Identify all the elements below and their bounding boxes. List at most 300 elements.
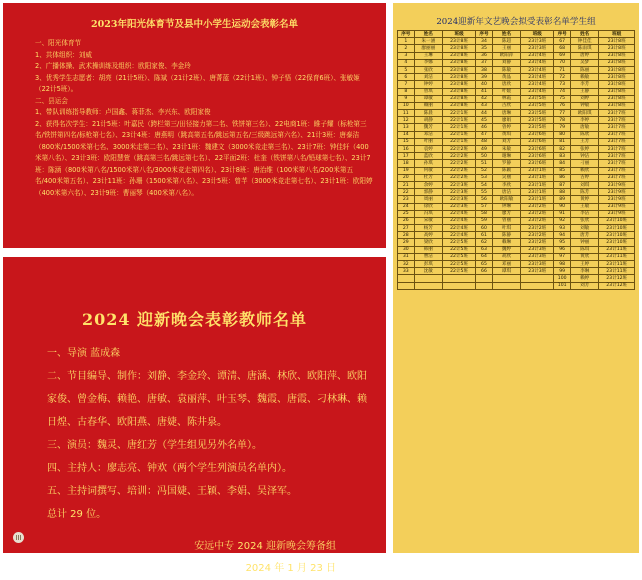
table-cell: 赖琳: [492, 239, 520, 246]
table-cell: 曹洁: [414, 253, 442, 260]
table-cell: 23计8班: [599, 74, 635, 81]
table-cell: 胡欣: [492, 253, 520, 260]
table-cell: 9: [398, 95, 415, 102]
table-cell: [443, 275, 476, 282]
table-cell: 23计5班: [521, 95, 554, 102]
table-cell: 赖丽: [414, 102, 442, 109]
table-cell: 李琳: [570, 268, 598, 275]
table-cell: 叶丽: [414, 138, 442, 145]
table-cell: 22计2班: [443, 146, 476, 153]
table-cell: 孙琪: [414, 160, 442, 167]
table-cell: [476, 282, 493, 289]
column-header: 姓名: [570, 31, 598, 38]
table-cell: 23计8班: [599, 45, 635, 52]
table-cell: [398, 275, 415, 282]
table-cell: 22: [398, 189, 415, 196]
table-cell: 22计2班: [443, 153, 476, 160]
table-cell: 陈静: [492, 232, 520, 239]
table-row: [398, 196, 635, 203]
table-cell: 陈欣: [570, 131, 598, 138]
table-cell: 12: [398, 117, 415, 124]
table-cell: [521, 275, 554, 282]
table-cell: 曾丽: [492, 217, 520, 224]
section-heading: 二、县运会: [35, 96, 68, 105]
table-cell: 23计1班: [521, 196, 554, 203]
table-cell: 杨芳: [414, 225, 442, 232]
table-cell: 李洁: [570, 210, 598, 217]
table-cell: 张欣: [414, 66, 442, 73]
table-cell: 陈颖: [492, 167, 520, 174]
table-cell: 廖丽丽: [414, 45, 442, 52]
table-cell: 28: [398, 232, 415, 239]
table-cell: 唐洁: [492, 189, 520, 196]
table-cell: 23计12班: [599, 282, 635, 289]
table-cell: 22计4班: [443, 210, 476, 217]
table-cell: 刘芳: [570, 282, 598, 289]
table-cell: 22计3班: [443, 189, 476, 196]
table-row: [398, 225, 635, 232]
table-cell: 黄婷: [570, 196, 598, 203]
table-cell: 1: [398, 38, 415, 45]
table-cell: 李欣: [492, 181, 520, 188]
column-header: 姓名: [492, 31, 520, 38]
table-cell: 陈丽: [570, 66, 598, 73]
table-cell: 赖婷: [570, 275, 598, 282]
table-cell: 85: [554, 167, 571, 174]
table-row: [398, 102, 635, 109]
table-cell: 20: [398, 174, 415, 181]
table-cell: 王芳: [570, 138, 598, 145]
table-row: [398, 52, 635, 59]
table-cell: 李婷: [570, 117, 598, 124]
watermark-icon: [13, 532, 24, 543]
table-cell: 23计7班: [599, 138, 635, 145]
signature-date: 2024 年 1 月 23 日: [245, 563, 336, 574]
table-cell: 彭琪: [414, 261, 442, 268]
table-cell: 50: [476, 153, 493, 160]
table-cell: 41: [476, 88, 493, 95]
table-row: [398, 88, 635, 95]
table-cell: 29: [398, 239, 415, 246]
table-cell: 23计2班: [521, 225, 554, 232]
table-cell: 95: [554, 239, 571, 246]
table-cell: 23计7班: [599, 117, 635, 124]
table-cell: 23计1班: [521, 167, 554, 174]
table-cell: 冯琪: [414, 210, 442, 217]
table-cell: 22计3班: [443, 196, 476, 203]
table-cell: 22计5班: [443, 246, 476, 253]
table-cell: 23计4班: [521, 66, 554, 73]
table-cell: 7: [398, 81, 415, 88]
teacher-awards-title: 2024 迎新晚会表彰教师名单: [81, 310, 308, 329]
table-cell: 4: [398, 59, 415, 66]
table-row: [398, 45, 635, 52]
table-cell: 87: [554, 181, 571, 188]
table-cell: 23计4班: [521, 88, 554, 95]
table-cell: 23计8班: [443, 81, 476, 88]
table-row: [398, 239, 635, 246]
student-list-panel: [393, 3, 639, 553]
table-cell: 82: [554, 146, 571, 153]
table-cell: 75: [554, 95, 571, 102]
table-cell: 65: [476, 261, 493, 268]
table-cell: 35: [476, 45, 493, 52]
table-cell: 陈雨琪: [570, 45, 598, 52]
table-cell: 61: [476, 232, 493, 239]
table-cell: 42: [476, 95, 493, 102]
table-cell: [521, 282, 554, 289]
table-row: [398, 66, 635, 73]
table-cell: 23计9班: [599, 189, 635, 196]
table-cell: 22计1班: [443, 110, 476, 117]
table-row: [398, 268, 635, 275]
table-row: [398, 246, 635, 253]
table-cell: 48: [476, 138, 493, 145]
table-cell: 23计8班: [443, 88, 476, 95]
table-cell: 59: [476, 217, 493, 224]
table-cell: 徐欣: [414, 203, 442, 210]
table-cell: 23计6班: [521, 138, 554, 145]
table-cell: 23计10班: [599, 225, 635, 232]
table-cell: 23计7班: [599, 124, 635, 131]
table-cell: 33: [398, 268, 415, 275]
table-cell: 谭敏: [414, 95, 442, 102]
table-cell: 曾琪: [414, 88, 442, 95]
table-cell: 92: [554, 217, 571, 224]
table-cell: 胡静: [414, 117, 442, 124]
table-cell: 23计7班: [599, 160, 635, 167]
table-cell: 24: [398, 203, 415, 210]
table-cell: [414, 275, 442, 282]
table-cell: 23计8班: [443, 59, 476, 66]
table-row: [398, 181, 635, 188]
table-cell: 刘琪: [570, 181, 598, 188]
table-cell: 49: [476, 146, 493, 153]
table-cell: 23计1班: [521, 189, 554, 196]
table-cell: 62: [476, 239, 493, 246]
table-cell: 23计9班: [599, 196, 635, 203]
column-header: 序号: [476, 31, 493, 38]
table-cell: 11: [398, 110, 415, 117]
table-cell: 81: [554, 138, 571, 145]
table-cell: 刁丽: [570, 160, 598, 167]
table-cell: 罗静: [492, 160, 520, 167]
table-cell: 欧阳萍: [492, 52, 520, 59]
total-count: 总计 29 位。: [47, 509, 107, 520]
table-cell: 2: [398, 45, 415, 52]
table-row: [398, 210, 635, 217]
table-cell: 23计3班: [521, 38, 554, 45]
table-cell: 谭琪: [492, 268, 520, 275]
table-cell: 31: [398, 253, 415, 260]
table-cell: [398, 282, 415, 289]
table-cell: 23计2班: [521, 232, 554, 239]
table-cell: 23计8班: [599, 95, 635, 102]
table-cell: 99: [554, 268, 571, 275]
table-cell: 欧阳琪: [570, 110, 598, 117]
table-cell: 唐芳: [570, 232, 598, 239]
award-line: 1、共体组织：刘威: [35, 50, 92, 59]
column-header: 姓名: [414, 31, 442, 38]
table-cell: 叶媛: [492, 88, 520, 95]
table-row: [398, 146, 635, 153]
table-cell: 45: [476, 117, 493, 124]
table-row: [398, 174, 635, 181]
table-row: [398, 117, 635, 124]
table-cell: 84: [554, 160, 571, 167]
table-row: [398, 167, 635, 174]
table-cell: 23计8班: [599, 102, 635, 109]
table-cell: 23计11班: [599, 268, 635, 275]
table-cell: 101: [554, 282, 571, 289]
table-cell: 唐欣: [492, 81, 520, 88]
table-cell: 唐琳: [492, 110, 520, 117]
table-cell: 林霞: [492, 95, 520, 102]
award-line: 二、节目编导、制作：刘静、李金玲、谭清、唐涵、林欣、欧阳萍、欧阳家俊、曾金梅、赖艳、唐敏、袁丽萍、叶玉琴、魏霞、唐霞、刁林琳、赖日煌、古春华、欧阳燕、唐婕、陈井泉。: [47, 371, 367, 428]
table-cell: 李芳: [570, 81, 598, 88]
table-cell: 23计5班: [521, 102, 554, 109]
table-cell: 23计2班: [521, 239, 554, 246]
table-cell: 5: [398, 66, 415, 73]
table-cell: 何敏: [414, 167, 442, 174]
table-cell: 钟洁: [570, 153, 598, 160]
table-cell: 李娜: [414, 59, 442, 66]
award-line: 2、广播体操、武术操训练及组织：欧阳家俊、李金玲: [35, 62, 191, 70]
table-cell: 宋敏: [414, 217, 442, 224]
table-cell: 43: [476, 102, 493, 109]
table-row: [398, 189, 635, 196]
table-cell: 88: [554, 189, 571, 196]
table-cell: 22计4班: [443, 225, 476, 232]
table-cell: 22计5班: [443, 261, 476, 268]
table-cell: 22计4班: [443, 217, 476, 224]
table-cell: 23计12班: [599, 275, 635, 282]
table-cell: 23计8班: [599, 59, 635, 66]
table-cell: 60: [476, 225, 493, 232]
table-cell: 22计3班: [443, 203, 476, 210]
table-cell: 94: [554, 232, 571, 239]
table-cell: 47: [476, 131, 493, 138]
table-cell: 周丽: [414, 196, 442, 203]
table-cell: 23计2班: [521, 210, 554, 217]
column-header: 班级: [599, 31, 635, 38]
table-cell: 6: [398, 74, 415, 81]
table-cell: 23计9班: [599, 203, 635, 210]
table-cell: 55: [476, 189, 493, 196]
table-cell: 27: [398, 225, 415, 232]
table-cell: 钟丽: [570, 239, 598, 246]
table-cell: 67: [554, 38, 571, 45]
table-cell: 陈芳: [570, 189, 598, 196]
table-cell: 袁婷: [414, 146, 442, 153]
table-cell: 23计10班: [599, 217, 635, 224]
table-cell: 杜芳: [414, 174, 442, 181]
table-cell: 19: [398, 167, 415, 174]
table-cell: 王敏: [570, 203, 598, 210]
table-cell: 魏婷: [492, 246, 520, 253]
table-cell: 钟婷: [414, 81, 442, 88]
table-cell: 38: [476, 66, 493, 73]
column-header: 序号: [398, 31, 415, 38]
table-cell: 64: [476, 253, 493, 260]
table-cell: 23计8班: [599, 88, 635, 95]
table-cell: 古婷: [570, 174, 598, 181]
table-cell: 78: [554, 117, 571, 124]
table-cell: 54: [476, 181, 493, 188]
column-header: 班级: [443, 31, 476, 38]
table-cell: 王琳: [414, 52, 442, 59]
table-row: [398, 153, 635, 160]
table-cell: 96: [554, 246, 571, 253]
table-cell: 14: [398, 131, 415, 138]
table-cell: 56: [476, 196, 493, 203]
table-cell: 97: [554, 253, 571, 260]
table-cell: 陈晨: [414, 110, 442, 117]
table-cell: [476, 275, 493, 282]
table-cell: 23计5班: [521, 110, 554, 117]
table-cell: 22计2班: [443, 174, 476, 181]
table-row: [398, 81, 635, 88]
table-cell: 钟琳: [492, 203, 520, 210]
table-cell: 23计4班: [521, 81, 554, 88]
table-cell: 57: [476, 203, 493, 210]
table-cell: 23计7班: [599, 174, 635, 181]
table-cell: [492, 275, 520, 282]
table-cell: 37: [476, 59, 493, 66]
table-cell: 23计4班: [521, 59, 554, 66]
table-cell: 谢琳: [492, 153, 520, 160]
award-line: 五、主持词撰写、培训：冯国婕、王颖、李娟、吴泽军。: [47, 486, 297, 497]
table-row: [398, 110, 635, 117]
table-cell: 唐婷: [570, 52, 598, 59]
table-cell: 朱一涵: [414, 38, 442, 45]
table-cell: 23计8班: [443, 66, 476, 73]
table-cell: 23计10班: [599, 232, 635, 239]
column-header: 班级: [521, 31, 554, 38]
table-cell: 沈敏: [414, 268, 442, 275]
table-cell: 16: [398, 146, 415, 153]
table-cell: 32: [398, 261, 415, 268]
table-cell: 刘静: [492, 59, 520, 66]
table-cell: 黄欣: [570, 253, 598, 260]
table-cell: 69: [554, 52, 571, 59]
table-cell: 18: [398, 160, 415, 167]
table-row: [398, 59, 635, 66]
table-row: [398, 138, 635, 145]
table-cell: 23计5班: [521, 124, 554, 131]
table-cell: 蓝欣: [414, 153, 442, 160]
table-cell: 90: [554, 203, 571, 210]
table-cell: 梁欣: [414, 239, 442, 246]
table-row: [398, 95, 635, 102]
table-cell: 23计3班: [521, 253, 554, 260]
table-cell: 22计5班: [443, 253, 476, 260]
table-cell: 23计6班: [521, 160, 554, 167]
table-cell: 30: [398, 246, 415, 253]
table-cell: 叶琪: [492, 225, 520, 232]
table-row: [398, 203, 635, 210]
table-cell: 22计1班: [443, 124, 476, 131]
table-cell: 86: [554, 174, 571, 181]
table-cell: 23计8班: [443, 45, 476, 52]
table-cell: 钟敏: [570, 102, 598, 109]
table-cell: 朱敏: [492, 146, 520, 153]
table-cell: 79: [554, 124, 571, 131]
table-cell: 23计7班: [599, 110, 635, 117]
table-cell: 王丽: [492, 45, 520, 52]
table-cell: 刘敏: [570, 225, 598, 232]
table-cell: 吴丽: [492, 174, 520, 181]
table-cell: 张欣: [570, 217, 598, 224]
table-cell: 23计2班: [521, 203, 554, 210]
table-cell: 23计6班: [521, 146, 554, 153]
table-cell: 73: [554, 81, 571, 88]
table-cell: 曾婷: [492, 124, 520, 131]
table-cell: 韩丽: [414, 246, 442, 253]
table-cell: 23计8班: [599, 81, 635, 88]
table-cell: 22计2班: [443, 160, 476, 167]
table-cell: 王婷: [570, 261, 598, 268]
table-cell: 63: [476, 246, 493, 253]
table-cell: 15: [398, 138, 415, 145]
table-row: [398, 275, 635, 282]
table-cell: 廖娟: [492, 117, 520, 124]
student-list-title: 2024迎新年文艺晚会拟受表彰名单学生组: [436, 17, 596, 27]
table-cell: 22计5班: [443, 239, 476, 246]
table-cell: 36: [476, 52, 493, 59]
table-cell: 22计1班: [443, 131, 476, 138]
table-cell: 欧阳敏: [492, 196, 520, 203]
table-cell: 39: [476, 74, 493, 81]
section-heading: 一、阳光体育节: [35, 39, 82, 47]
table-cell: 陈敏: [492, 66, 520, 73]
table-cell: 21: [398, 181, 415, 188]
table-cell: 22计5班: [443, 268, 476, 275]
table-cell: 91: [554, 210, 571, 217]
table-cell: 70: [554, 59, 571, 66]
table-cell: 3: [398, 52, 415, 59]
table-cell: 23计5班: [521, 117, 554, 124]
table-cell: 23计8班: [599, 66, 635, 73]
award-line: 一、导演 蓝成森: [47, 348, 121, 359]
table-row: [398, 232, 635, 239]
table-cell: 23计1班: [521, 174, 554, 181]
table-cell: 23计8班: [599, 38, 635, 45]
table-row: [398, 253, 635, 260]
table-cell: [443, 282, 476, 289]
table-cell: 唐敏: [570, 124, 598, 131]
table-cell: 23计8班: [443, 95, 476, 102]
table-cell: 72: [554, 74, 571, 81]
table-cell: 23计8班: [443, 52, 476, 59]
table-cell: 44: [476, 110, 493, 117]
table-cell: 23计4班: [521, 74, 554, 81]
table-cell: 陈琪: [570, 246, 598, 253]
table-header-row: [398, 31, 635, 38]
table-cell: [414, 282, 442, 289]
table-cell: 刘婷: [570, 95, 598, 102]
table-cell: 郭静: [414, 189, 442, 196]
table-cell: 89: [554, 196, 571, 203]
table-cell: 100: [554, 275, 571, 282]
table-cell: 张婷: [570, 146, 598, 153]
table-cell: 邓洁: [414, 131, 442, 138]
table-cell: 23计9班: [599, 210, 635, 217]
table-cell: 25: [398, 210, 415, 217]
table-cell: 51: [476, 160, 493, 167]
table-cell: 8: [398, 88, 415, 95]
table-cell: 23计7班: [599, 153, 635, 160]
